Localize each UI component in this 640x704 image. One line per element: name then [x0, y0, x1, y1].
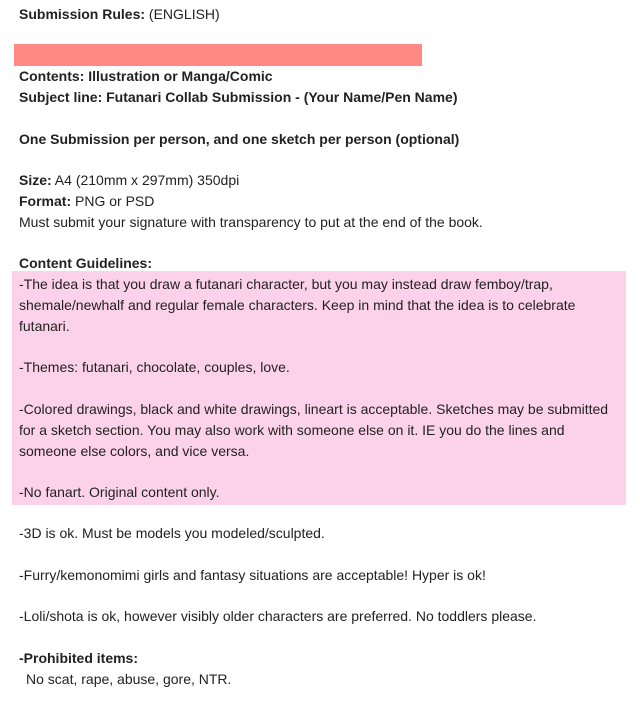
- format-line: [19, 191, 154, 212]
- guideline-themes: -Themes: futanari, chocolate, couples, love.: [19, 359, 290, 375]
- one-submission-rule: One Submission per person, and one sketch per person (optional): [19, 131, 460, 147]
- prohibited-heading: -Prohibited items:: [19, 650, 139, 666]
- contents-line: Contents: Illustration or Manga/Comic: [19, 68, 273, 84]
- submission-rules-label: Submission Rules:: [19, 6, 146, 22]
- guideline-drawings: -Colored drawings, black and white drawings, lineart is acceptable. Sketches may be submitted for a sketch section. You may also work with someone else on it. IE you do the lines and someone else colors, and vice versa.: [19, 401, 609, 459]
- guideline-no-fanart: -No fanart. Original content only.: [19, 484, 220, 500]
- guideline-idea: -The idea is that you draw a futanari character, but you may instead draw femboy/trap, shemale/newhalf and regular female characters. Keep in mind that the idea is to celebrate futanari.: [19, 276, 576, 334]
- submission-rules-language: (ENGLISH): [145, 6, 220, 22]
- subject-line: Subject line: Futanari Collab Submission - (Your Name/Pen Name): [19, 89, 458, 105]
- size-label: Size:: [19, 172, 52, 188]
- content-guidelines-heading: Content Guidelines:: [19, 255, 152, 271]
- format-value: PNG or PSD: [71, 193, 155, 209]
- guideline-loli: -Loli/shota is ok, however visibly older characters are preferred. No toddlers please.: [19, 608, 537, 624]
- format-label: Format:: [19, 193, 72, 209]
- submission-rules-heading: [19, 4, 220, 25]
- size-value: A4 (210mm x 297mm) 350dpi: [51, 172, 240, 188]
- guideline-3d: -3D is ok. Must be models you modeled/sculpted.: [19, 525, 325, 541]
- guideline-furry: -Furry/kemonomimi girls and fantasy situations are acceptable! Hyper is ok!: [19, 567, 486, 583]
- signature-note: Must submit your signature with transparency to put at the end of the book.: [19, 214, 483, 230]
- size-line: [19, 170, 239, 191]
- redacted-bar: [14, 44, 422, 66]
- prohibited-items: No scat, rape, abuse, gore, NTR.: [26, 671, 232, 687]
